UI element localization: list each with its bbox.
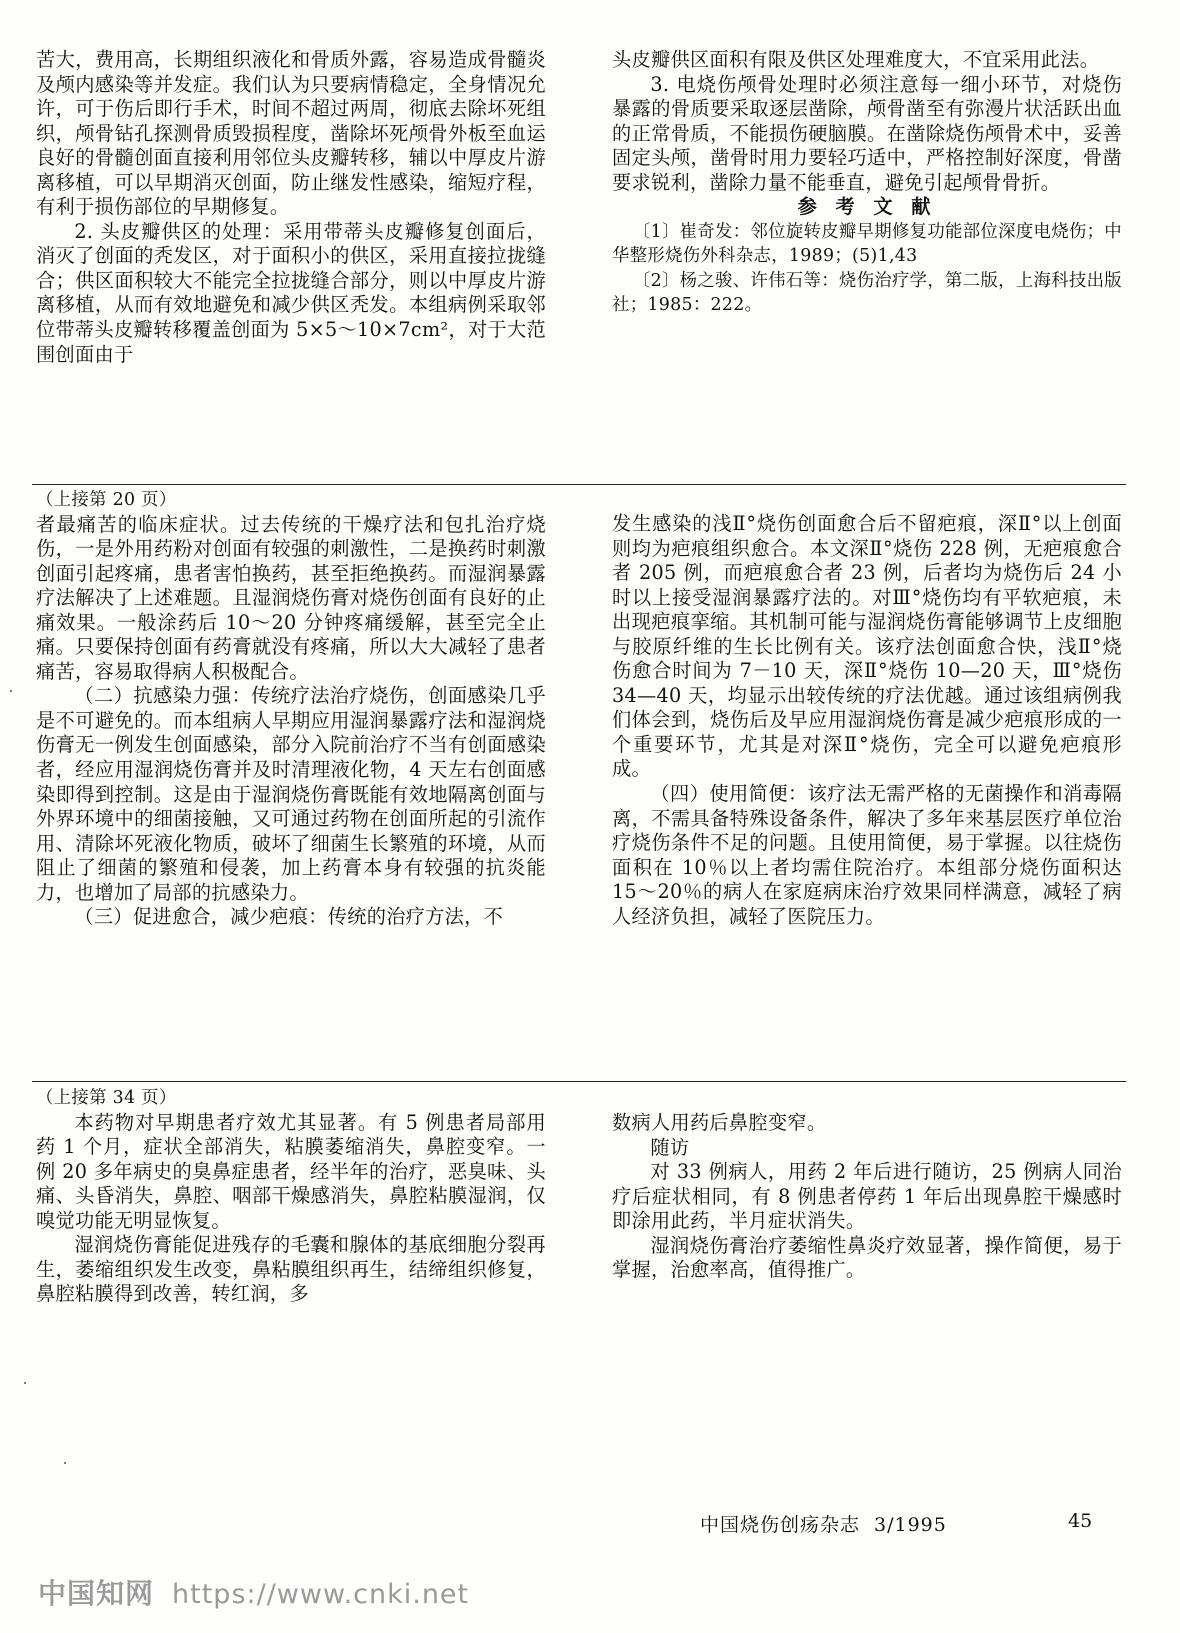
- scan-speck: [10, 690, 12, 692]
- continued-note: （上接第 34 页）: [36, 1088, 177, 1108]
- paragraph: 3. 电烧伤颅骨处理时必须注意每一细小环节，对烧伤暴露的骨质要采取逐层凿除，颅骨凿至有弥漫片状活跃出血的正常骨质，不能损伤硬脑膜。在凿除烧伤颅骨术中，妥善固定头颅，凿骨时用力要轻巧适中，严格控制好深度，骨凿要求锐利，凿除力量不能垂直，避免引起颅骨骨折。: [612, 72, 1122, 194]
- section-b-left-column: [36, 488, 546, 930]
- section-c-right-column: [612, 1111, 1122, 1283]
- references-heading: 参 考 文 献: [797, 195, 937, 219]
- paragraph: 头皮瓣供区面积有限及供区处理难度大，不宜采用此法。: [612, 48, 1100, 71]
- reference-item: 〔2〕杨之骏、许伟石等：烧伤治疗学，第二版，上海科技出版社；1985：222。: [612, 270, 1122, 316]
- continued-note: （上接第 20 页）: [36, 490, 177, 510]
- scan-speck: [64, 1462, 66, 1464]
- paragraph: （二）抗感染力强：传统疗法治疗烧伤，创面感染几乎是不可避免的。而本组病人早期应用湿润暴露疗法和湿润烧伤膏无一例发生创面感染，部分入院前治疗不当有创面感染者，经应用湿润烧伤膏并及时清理液化物，4 天左右创面感染即得到控制。这是由于湿润烧伤膏既能有效地隔离创面与外界环境中的细菌接触，又可通过药物在创面所起的引流作用、清除坏死液化物质，破坏了细菌生长繁殖的环境，从而阻止了细菌的繁殖和侵袭，加上药膏本身有较强的抗炎能力，也增加了局部的抗感染力。: [36, 684, 546, 904]
- paragraph: 本药物对早期患者疗效尤其显著。有 5 例患者局部用药 1 个月，症状全部消失，粘膜萎缩消失，鼻腔变窄。一例 20 多年病史的臭鼻症患者，经半年的治疗，恶臭味、头痛、头昏消失，鼻腔、咽部干燥感消失，鼻腔粘膜湿润，仅嗅觉功能无明显恢复。: [36, 1110, 546, 1232]
- section-b-right-column: [612, 512, 1122, 929]
- scan-speck: [24, 1382, 26, 1384]
- paragraph: 发生感染的浅Ⅱ°烧伤创面愈合后不留疤痕，深Ⅱ°以上创面则均为疤痕组织愈合。本文深Ⅱ°烧伤 228 例，无疤痕愈合者 205 例，而疤痕愈合者 23 例，后者均为烧伤后 24 小时以上接受湿润暴露疗法的。对Ⅲ°烧伤均有平软疤痕，未出现疤痕挛缩。其机制可能与湿润烧伤膏能够调节上皮细胞与胶原纤维的生长比例有关。该疗法创面愈合快，浅Ⅱ°烧伤愈合时间为 7－10 天，深Ⅱ°烧伤 10—20 天，Ⅲ°烧伤 34—40 天，均显示出较传统的疗法优越。通过该组病例我们体会到，烧伤后及早应用湿润烧伤膏是减少疤痕形成的一个重要环节，尤其是对深Ⅱ°烧伤，完全可以避免疤痕形成。: [612, 512, 1122, 781]
- journal-name: 中国烧伤创疡杂志: [700, 1514, 861, 1536]
- cnki-watermark: [38, 1572, 469, 1612]
- page-number: 45: [1068, 1510, 1093, 1532]
- paragraph: 对 33 例病人，用药 2 年后进行随访，25 例病人同治疗后症状相同，有 8 例患者停药 1 年后出现鼻腔干燥感时即涂用此药，半月症状消失。: [612, 1160, 1122, 1233]
- section-c-left-column: [36, 1086, 546, 1307]
- paragraph: （三）促进愈合，减少疤痕：传统的治疗方法，不: [74, 905, 504, 929]
- section-divider: [32, 484, 1126, 485]
- section-divider: [32, 1081, 1126, 1082]
- journal-issue: 3/1995: [874, 1514, 947, 1536]
- journal-footer: [700, 1510, 947, 1537]
- paragraph: 数病人用药后鼻腔变窄。: [612, 1111, 827, 1134]
- paragraph: 苦大，费用高，长期组织液化和骨质外露，容易造成骨髓炎及颅内感染等并发症。我们认为只要病情稳定，全身情况允许，可于伤后即行手术，时间不超过两周，彻底去除坏死组织，颅骨钻孔探测骨质毁损程度，凿除坏死颅骨外板至血运良好的骨髓创面直接利用邻位头皮瓣转移，辅以中厚皮片游离移植，可以早期消灭创面，防止继发性感染，缩短疗程，有利于损伤部位的早期修复。: [36, 48, 546, 219]
- paragraph: （四）使用简便：该疗法无需严格的无菌操作和消毒隔离，不需具备特殊设备条件，解决了多年来基层医疗单位治疗烧伤条件不足的问题。且使用简便，易于掌握。以往烧伤面积在 10％以上者均需住院治疗。本组部分烧伤面积达 15～20％的病人在家庭病床治疗效果同样满意，减轻了病人经济负担，减轻了医院压力。: [612, 782, 1122, 928]
- section-a-left-column: [36, 48, 546, 367]
- watermark-url: https://www.cnki.net: [172, 1579, 470, 1610]
- paragraph: 2. 头皮瓣供区的处理：采用带蒂头皮瓣修复创面后，消灭了创面的秃发区，对于面积小的供区，采用直接拉拢缝合；供区面积较大不能完全拉拢缝合部分，则以中厚皮片游离移植，从而有效地避免和减少供区秃发。本组病例采取邻位带蒂头皮瓣转移覆盖创面为 5×5～10×7cm²，对于大范围创面由于: [36, 219, 546, 366]
- reference-item: 〔1〕崔奇发：邻位旋转皮瓣早期修复功能部位深度电烧伤；中华整形烧伤外科杂志，1989；(5)1,43: [612, 221, 1122, 267]
- paragraph: 湿润烧伤膏能促进残存的毛囊和腺体的基底细胞分裂再生，萎缩组织发生改变，鼻粘膜组织再生，结缔组织修复，鼻腔粘膜得到改善，转红润，多: [36, 1233, 546, 1306]
- paragraph: 湿润烧伤膏治疗萎缩性鼻炎疗效显著，操作简便，易于掌握，治愈率高，值得推广。: [612, 1233, 1122, 1282]
- subheading: 随访: [650, 1135, 690, 1159]
- section-a-right-column: [612, 48, 1122, 318]
- watermark-name: 中国知网: [38, 1577, 155, 1610]
- paragraph: 者最痛苦的临床症状。过去传统的干燥疗法和包扎治疗烧伤，一是外用药粉对创面有较强的刺激性，二是换药时刺激创面引起疼痛，患者害怕换药，甚至拒绝换药。而湿润暴露疗法解决了上述难题。且湿润烧伤膏对烧伤创面有良好的止痛效果。一般涂药后 10～20 分钟疼痛缓解，甚至完全止痛。只要保持创面有药膏就没有疼痛，所以大大减轻了患者痛苦，容易取得病人积极配合。: [36, 512, 546, 683]
